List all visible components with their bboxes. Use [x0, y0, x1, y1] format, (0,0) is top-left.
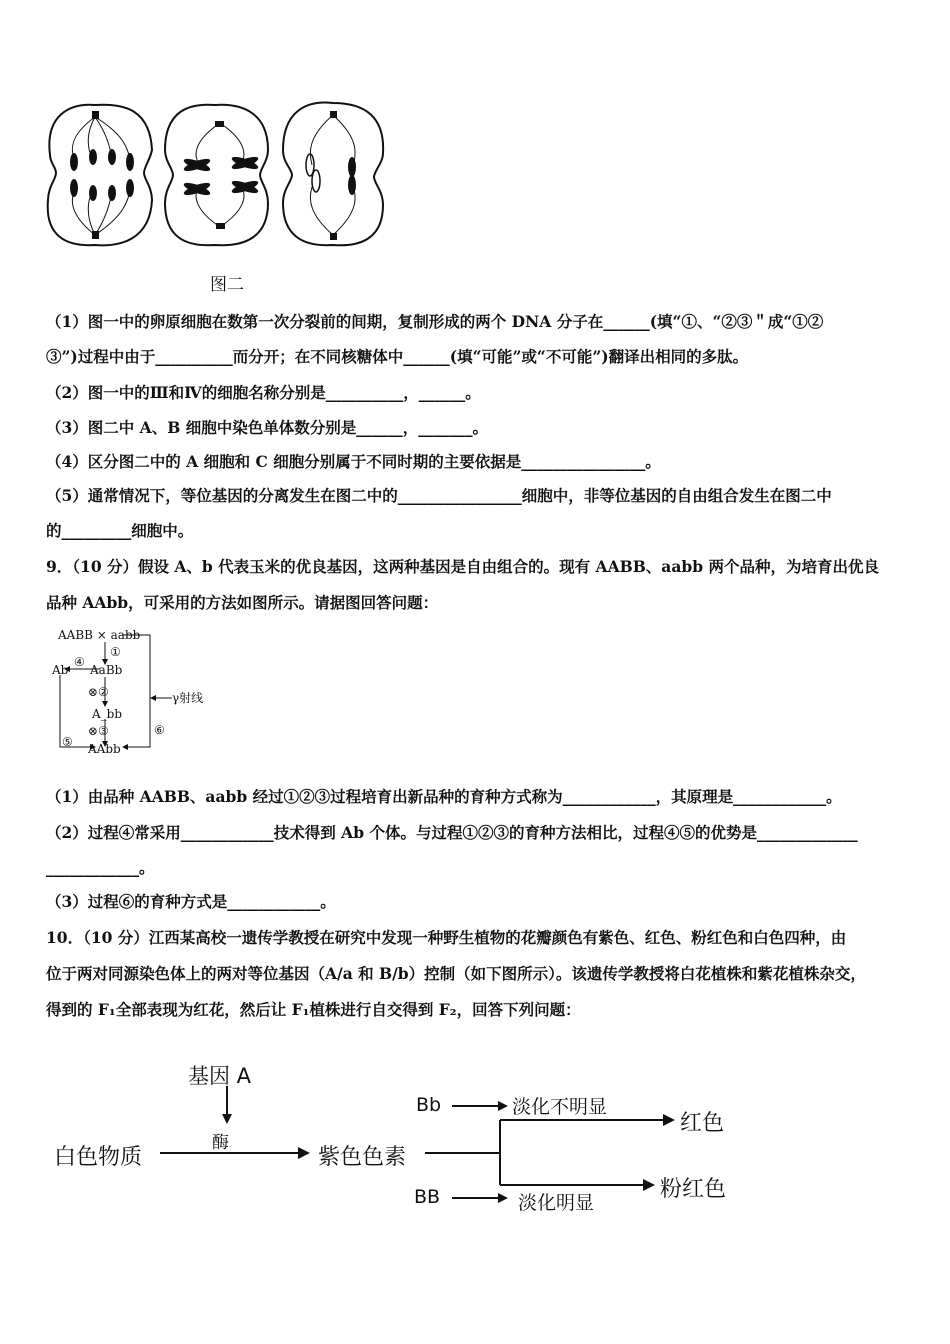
q9-part1: （1）由品种 AABB、aabb 经过①②③过程培育出新品种的育种方式称为____________，其原理是____________。 — [46, 787, 842, 806]
q9-breeding-diagram — [50, 625, 220, 755]
step1-marker: ① — [110, 645, 121, 659]
step2-marker: ⊗② — [88, 685, 109, 699]
q9-part2-line1: （2）过程④常采用____________技术得到 Ab 个体。与过程①②③的育种方法相比，过程④⑤的优势是_____________ — [46, 823, 858, 842]
q9-intro-line1: 9．（10 分）假设 A、b 代表玉米的优良基因，这两种基因是自由组合的。现有 AABB、aabb 两个品种，为培育出优良 — [46, 557, 879, 576]
parents-label: AABB × aabb — [58, 628, 141, 642]
q8-part5-line2: 的_________细胞中。 — [46, 521, 194, 540]
step3-marker: ⊗③ — [88, 724, 109, 738]
q8-part3: （3）图二中 A、B 细胞中染色单体数分别是______，_______。 — [46, 418, 488, 437]
result-label: AAbb — [88, 742, 121, 756]
bb-small-label: Bb — [416, 1094, 442, 1116]
pink-label: 粉红色 — [660, 1177, 727, 1202]
ab-label: Ab — [52, 663, 69, 677]
q8-part2: （2）图一中的Ⅲ和Ⅳ的细胞名称分别是__________，______。 — [46, 383, 481, 402]
q8-part5-line1: （5）通常情况下，等位基因的分离发生在图二中的________________细胞中，非等位基因的自由组合发生在图二中 — [46, 486, 832, 505]
q10-pathway-diagram — [40, 1050, 760, 1230]
q9-intro-line2: 品种 AAbb，可采用的方法如图所示。请据图回答问题： — [46, 593, 439, 612]
step4-marker: ④ — [74, 655, 85, 669]
q10-intro-line2: 位于两对同源染色体上的两对等位基因（A/a 和 B/b）控制（如下图所示）。该遗传学教授将白花植株和紫花植株杂交， — [46, 964, 866, 983]
figure-2-cells — [40, 95, 390, 255]
f1-label: AaBb — [90, 663, 123, 677]
enzyme-label: 酶 — [212, 1133, 229, 1153]
faint-small-label: 淡化不明显 — [512, 1096, 608, 1118]
q8-part1-line1: （1）图一中的卵原细胞在数第一次分裂前的间期，复制形成的两个 DNA 分子在______(填“①、“②③＂成“①② — [46, 312, 824, 331]
mid-label: A_bb — [92, 707, 123, 721]
gamma-ray-label: γ射线 — [172, 691, 204, 705]
gene-a-label: 基因 A — [188, 1064, 252, 1088]
faint-big-label: 淡化明显 — [518, 1192, 595, 1214]
step6-marker: ⑥ — [154, 723, 165, 737]
q8-part4: （4）区分图二中的 A 细胞和 C 细胞分别属于不同时期的主要依据是________________。 — [46, 452, 661, 471]
figure-2-caption: 图二 — [210, 275, 244, 295]
red-label: 红色 — [680, 1111, 725, 1136]
bb-big-label: BB — [414, 1186, 441, 1208]
q9-part3: （3）过程⑥的育种方式是____________。 — [46, 892, 336, 911]
white-substance-label: 白色物质 — [54, 1145, 143, 1170]
q8-part1-line2: ③”)过程中由于__________而分开；在不同核糖体中______(填“可能”或“不可能”)翻译出相同的多肽。 — [46, 347, 749, 366]
q10-intro-line1: 10．（10 分）江西某高校一遗传学教授在研究中发现一种野生植物的花瓣颜色有紫色、红色、粉红色和白色四种，由 — [46, 928, 847, 947]
step5-marker: ⑤ — [62, 735, 73, 749]
purple-pigment-label: 紫色色素 — [318, 1145, 407, 1170]
q10-intro-line3: 得到的 F₁全部表现为红花，然后让 F₁植株进行自交得到 F₂，回答下列问题： — [46, 1000, 581, 1019]
q9-part2-line2: ____________。 — [46, 858, 155, 877]
